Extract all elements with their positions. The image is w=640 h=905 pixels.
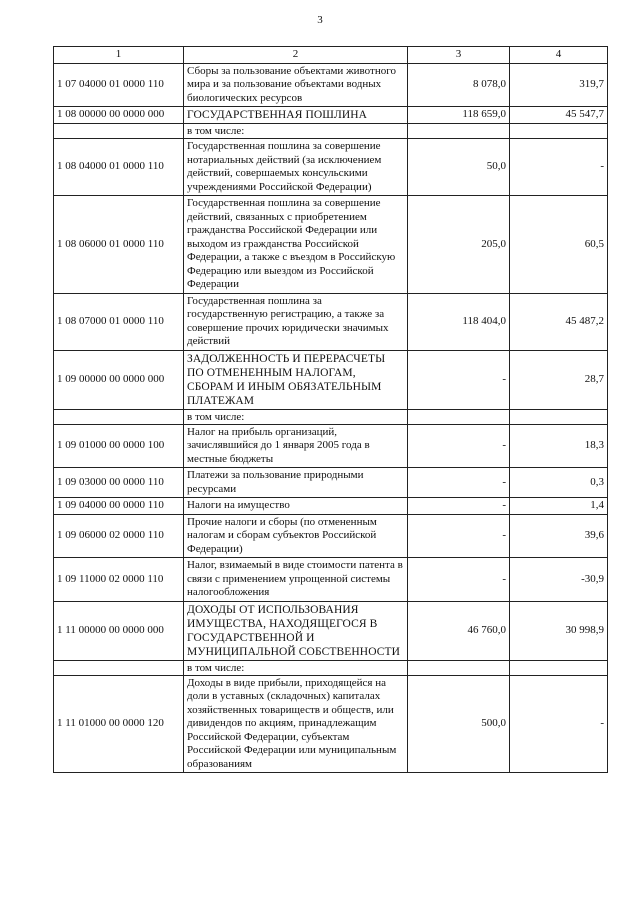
row-name: Налог на прибыль организаций, зачислявшийся до 1 января 2005 года в местные бюджеты bbox=[184, 424, 408, 468]
row-name: Доходы в виде прибыли, приходящейся на доли в уставных (складочных) капиталах хозяйственных товариществ и обществ, или дивидендов по акциям, принадлежащим Российской Федерации, субъектам Российской Федерации или муниципальным образованиям bbox=[184, 675, 408, 773]
row-value-actual: 319,7 bbox=[510, 63, 608, 107]
row-value-plan: 8 078,0 bbox=[408, 63, 510, 107]
row-name: ДОХОДЫ ОТ ИСПОЛЬЗОВАНИЯ ИМУЩЕСТВА, НАХОДЯЩЕГОСЯ В ГОСУДАРСТВЕННОЙ И МУНИЦИПАЛЬНОЙ СОБСТВЕННОСТИ bbox=[184, 601, 408, 660]
column-header: 1 bbox=[54, 47, 184, 64]
budget-table bbox=[53, 46, 608, 773]
table-row bbox=[54, 63, 608, 107]
row-code: 1 08 04000 01 0000 110 bbox=[54, 139, 184, 196]
row-value-plan: - bbox=[408, 514, 510, 558]
row-code: 1 09 04000 00 0000 110 bbox=[54, 498, 184, 515]
subheading-row bbox=[54, 660, 608, 675]
row-value-actual: 18,3 bbox=[510, 424, 608, 468]
row-value-actual bbox=[510, 660, 608, 675]
row-value-actual bbox=[510, 409, 608, 424]
row-name: Государственная пошлина за совершение нотариальных действий (за исключением действий, совершаемых консульскими учреждениями Российской Федерации) bbox=[184, 139, 408, 196]
subheading-row bbox=[54, 409, 608, 424]
table-row bbox=[54, 424, 608, 468]
table-row bbox=[54, 139, 608, 196]
subheading-row bbox=[54, 124, 608, 139]
row-name: в том числе: bbox=[184, 409, 408, 424]
row-value-actual: - bbox=[510, 139, 608, 196]
table-row bbox=[54, 514, 608, 558]
row-value-actual: 39,6 bbox=[510, 514, 608, 558]
row-value-plan: 118 659,0 bbox=[408, 107, 510, 124]
row-value-plan bbox=[408, 660, 510, 675]
row-code: 1 09 01000 00 0000 100 bbox=[54, 424, 184, 468]
row-value-plan bbox=[408, 124, 510, 139]
row-name: ГОСУДАРСТВЕННАЯ ПОШЛИНА bbox=[184, 107, 408, 124]
row-code: 1 07 04000 01 0000 110 bbox=[54, 63, 184, 107]
table-row bbox=[54, 558, 608, 602]
column-header: 2 bbox=[184, 47, 408, 64]
row-code: 1 09 03000 00 0000 110 bbox=[54, 468, 184, 498]
row-code: 1 11 00000 00 0000 000 bbox=[54, 601, 184, 660]
row-value-actual: - bbox=[510, 675, 608, 773]
row-code: 1 08 07000 01 0000 110 bbox=[54, 293, 184, 350]
row-name: Налог, взимаемый в виде стоимости патента в связи с применением упрощенной системы налогообложения bbox=[184, 558, 408, 602]
row-value-plan: - bbox=[408, 424, 510, 468]
table-row bbox=[54, 675, 608, 773]
row-value-plan: 205,0 bbox=[408, 196, 510, 294]
table-row bbox=[54, 498, 608, 515]
row-value-plan: 46 760,0 bbox=[408, 601, 510, 660]
table-row bbox=[54, 350, 608, 409]
row-name: в том числе: bbox=[184, 124, 408, 139]
table-header-row bbox=[54, 47, 608, 64]
table-row bbox=[54, 107, 608, 124]
table-row bbox=[54, 196, 608, 294]
row-value-actual: -30,9 bbox=[510, 558, 608, 602]
row-name: Государственная пошлина за государственную регистрацию, а также за совершение прочих юридически значимых действий bbox=[184, 293, 408, 350]
row-value-plan: - bbox=[408, 498, 510, 515]
row-name: Налоги на имущество bbox=[184, 498, 408, 515]
row-code: 1 08 06000 01 0000 110 bbox=[54, 196, 184, 294]
row-name: Сборы за пользование объектами животного мира и за пользование объектами водных биологических ресурсов bbox=[184, 63, 408, 107]
page-number: 3 bbox=[317, 14, 323, 26]
table-row bbox=[54, 293, 608, 350]
row-code: 1 09 11000 02 0000 110 bbox=[54, 558, 184, 602]
row-code: 1 08 00000 00 0000 000 bbox=[54, 107, 184, 124]
row-name: в том числе: bbox=[184, 660, 408, 675]
row-code: 1 11 01000 00 0000 120 bbox=[54, 675, 184, 773]
row-name: Государственная пошлина за совершение действий, связанных с приобретением гражданства Российской Федерации или выходом из гражданства Российской Федерации, а также с въездом в Российскую Федерацию или выездом из Российской Федерации bbox=[184, 196, 408, 294]
row-value-actual: 30 998,9 bbox=[510, 601, 608, 660]
row-code bbox=[54, 124, 184, 139]
row-value-plan bbox=[408, 409, 510, 424]
row-value-actual: 45 487,2 bbox=[510, 293, 608, 350]
column-header: 3 bbox=[408, 47, 510, 64]
row-value-actual: 1,4 bbox=[510, 498, 608, 515]
row-value-actual: 28,7 bbox=[510, 350, 608, 409]
row-code: 1 09 00000 00 0000 000 bbox=[54, 350, 184, 409]
row-value-actual: 0,3 bbox=[510, 468, 608, 498]
row-value-actual bbox=[510, 124, 608, 139]
row-value-plan: - bbox=[408, 350, 510, 409]
row-value-plan: - bbox=[408, 468, 510, 498]
row-value-plan: 500,0 bbox=[408, 675, 510, 773]
row-value-plan: 50,0 bbox=[408, 139, 510, 196]
row-name: ЗАДОЛЖЕННОСТЬ И ПЕРЕРАСЧЕТЫ ПО ОТМЕНЕННЫМ НАЛОГАМ, СБОРАМ И ИНЫМ ОБЯЗАТЕЛЬНЫМ ПЛАТЕЖАМ bbox=[184, 350, 408, 409]
row-name: Прочие налоги и сборы (по отмененным налогам и сборам субъектов Российской Федерации) bbox=[184, 514, 408, 558]
row-code: 1 09 06000 02 0000 110 bbox=[54, 514, 184, 558]
row-code bbox=[54, 660, 184, 675]
row-name: Платежи за пользование природными ресурсами bbox=[184, 468, 408, 498]
table-row bbox=[54, 468, 608, 498]
table-row bbox=[54, 601, 608, 660]
row-value-plan: - bbox=[408, 558, 510, 602]
row-value-actual: 45 547,7 bbox=[510, 107, 608, 124]
row-value-plan: 118 404,0 bbox=[408, 293, 510, 350]
row-value-actual: 60,5 bbox=[510, 196, 608, 294]
row-code bbox=[54, 409, 184, 424]
column-header: 4 bbox=[510, 47, 608, 64]
